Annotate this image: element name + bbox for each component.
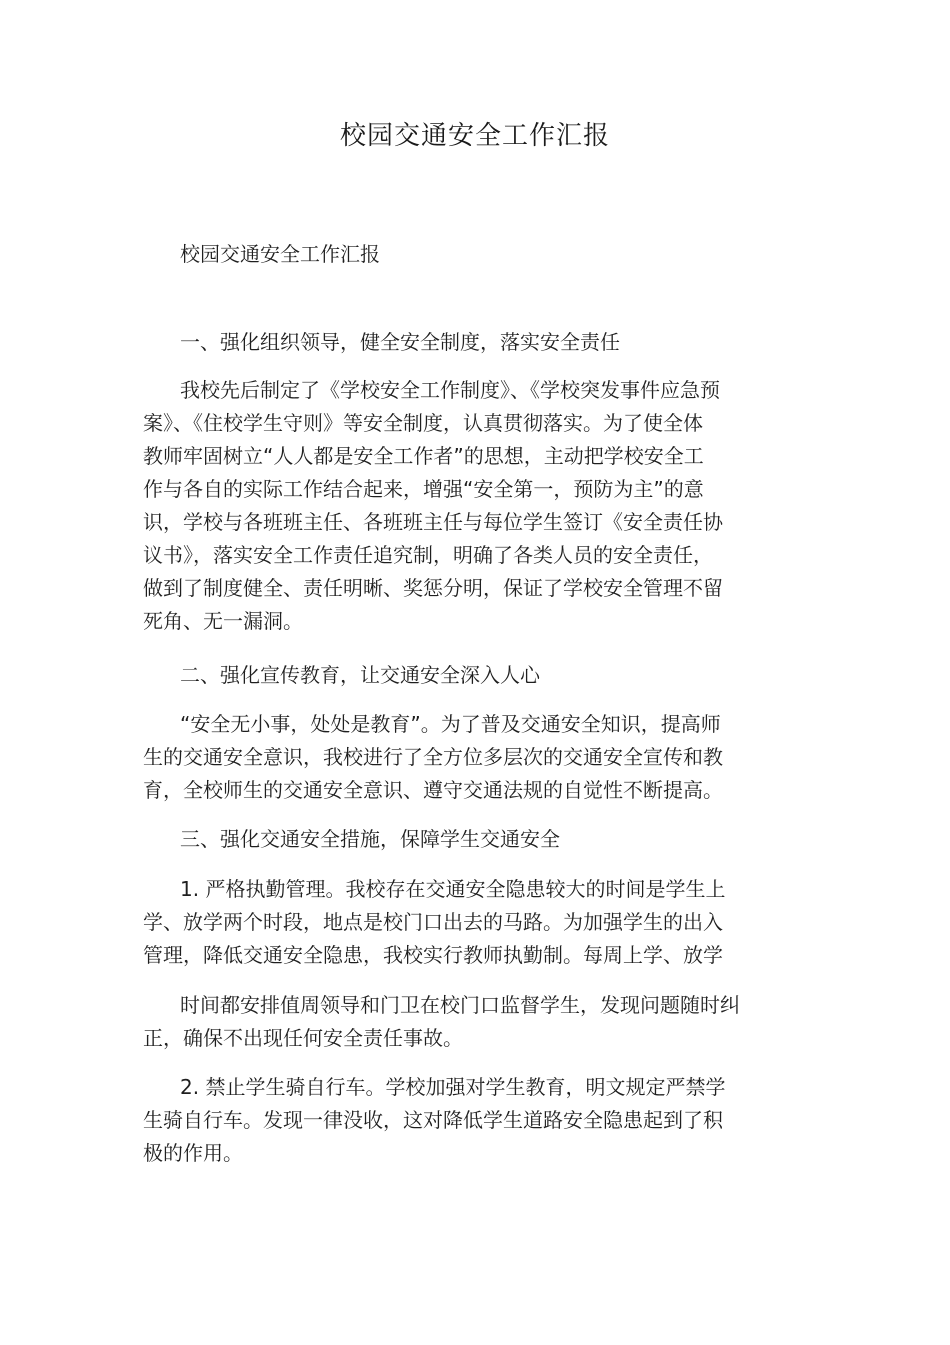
paragraph-2-line: 生的交通安全意识，我校进行了全方位多层次的交通安全宣传和教 <box>143 745 723 769</box>
paragraph-1-line: 识，学校与各班班主任、各班班主任与每位学生签订《安全责任协 <box>143 510 723 534</box>
paragraph-1-line: 议书》，落实安全工作责任追究制，明确了各类人员的安全责任， <box>143 543 713 567</box>
paragraph-1-line: 案》、《住校学生守则》等安全制度，认真贯彻落实。为了使全体 <box>143 411 703 435</box>
paragraph-1-line: 作与各自的实际工作结合起来，增强“安全第一，预防为主”的意 <box>143 477 704 501</box>
paragraph-1-line: 做到了制度健全、责任明晰、奖惩分明，保证了学校安全管理不留 <box>143 576 723 600</box>
paragraph-1-line: 死角、无一漏洞。 <box>143 609 303 633</box>
heading-2-text: 二、强化宣传教育，让交通安全深入人心 <box>180 663 540 687</box>
subtitle-text: 校园交通安全工作汇报 <box>180 242 380 266</box>
paragraph-5-line: 极的作用。 <box>143 1141 243 1165</box>
section-heading-1 <box>143 326 768 359</box>
paragraph-5 <box>143 1071 768 1170</box>
paragraph-1-line: 我校先后制定了《学校安全工作制度》、《学校突发事件应急预 <box>180 378 720 402</box>
paragraph-1-line: 教师牢固树立“人人都是安全工作者”的思想，主动把学校安全工 <box>143 444 704 468</box>
paragraph-4 <box>143 989 768 1055</box>
paragraph-2-line: “安全无小事，处处是教育”。为了普及交通安全知识，提高师 <box>180 712 721 736</box>
heading-1-text: 一、强化组织领导，健全安全制度，落实安全责任 <box>180 330 620 354</box>
paragraph-3-line: 1. 严格执勤管理。我校存在交通安全隐患较大的时间是学生上 <box>180 877 726 901</box>
paragraph-1 <box>143 374 768 638</box>
paragraph-2 <box>143 708 768 807</box>
section-heading-3 <box>143 823 768 856</box>
document-title: 校园交通安全工作汇报 <box>339 121 610 151</box>
paragraph-4-line: 时间都安排值周领导和门卫在校门口监督学生，发现问题随时纠 <box>180 993 740 1017</box>
paragraph-3-line: 管理，降低交通安全隐患，我校实行教师执勤制。每周上学、放学 <box>143 943 723 967</box>
document-subtitle <box>143 238 768 271</box>
paragraph-4-line: 正，确保不出现任何安全责任事故。 <box>143 1026 463 1050</box>
heading-3-text: 三、强化交通安全措施，保障学生交通安全 <box>180 827 560 851</box>
paragraph-3-line: 学、放学两个时段，地点是校门口出去的马路。为加强学生的出入 <box>143 910 723 934</box>
paragraph-5-line: 生骑自行车。发现一律没收，这对降低学生道路安全隐患起到了积 <box>143 1108 723 1132</box>
paragraph-5-line: 2. 禁止学生骑自行车。学校加强对学生教育，明文规定严禁学 <box>180 1075 726 1099</box>
paragraph-3 <box>143 873 768 972</box>
paragraph-2-line: 育，全校师生的交通安全意识、遵守交通法规的自觉性不断提高。 <box>143 778 723 802</box>
section-heading-2 <box>143 659 768 692</box>
